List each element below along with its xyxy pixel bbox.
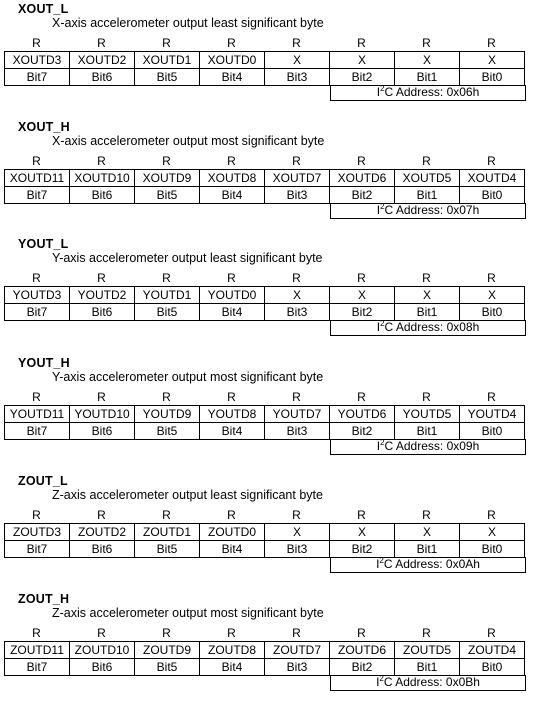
field-name-row xyxy=(5,524,525,541)
access-mode: R xyxy=(227,154,236,168)
i2c-address xyxy=(330,439,526,455)
bit-position-label: Bit6 xyxy=(70,541,135,558)
access-mode: R xyxy=(227,626,236,640)
bit-position-label: Bit2 xyxy=(330,187,395,204)
access-row xyxy=(4,271,524,285)
bit-field-name: X xyxy=(395,287,460,304)
bit-field-name: X xyxy=(330,52,395,69)
access-mode: R xyxy=(227,508,236,522)
access-mode: R xyxy=(292,36,301,50)
register-description: X-axis accelerometer output most significant byte xyxy=(52,134,325,148)
bit-field-name: YOUTD9 xyxy=(135,406,200,423)
access-mode: R xyxy=(162,271,171,285)
bit-field-name: X xyxy=(460,287,525,304)
access-mode: R xyxy=(292,154,301,168)
access-mode: R xyxy=(97,390,106,404)
field-name-row xyxy=(5,642,525,659)
bit-field-name: ZOUTD6 xyxy=(330,642,395,659)
bit-position-label: Bit7 xyxy=(5,541,70,558)
bit-position-label: Bit2 xyxy=(330,541,395,558)
bit-position-label: Bit2 xyxy=(330,659,395,676)
access-mode: R xyxy=(97,508,106,522)
register-description: X-axis accelerometer output least significant byte xyxy=(52,16,324,30)
i2c-prefix: I xyxy=(376,203,381,217)
i2c-address-value: 0x0Ah xyxy=(445,557,480,571)
bit-position-label: Bit0 xyxy=(460,304,525,321)
i2c-address-label: C Address: xyxy=(384,85,447,99)
access-row xyxy=(4,390,524,404)
access-mode: R xyxy=(487,154,496,168)
access-mode: R xyxy=(227,271,236,285)
i2c-address xyxy=(330,85,526,101)
bit-position-label: Bit4 xyxy=(200,423,265,440)
field-name-row xyxy=(5,52,525,69)
access-mode: R xyxy=(162,626,171,640)
access-mode: R xyxy=(32,390,41,404)
access-mode: R xyxy=(162,154,171,168)
bit-position-label: Bit3 xyxy=(265,69,330,86)
bit-field-name: ZOUTD7 xyxy=(265,642,330,659)
bit-field-name: ZOUTD8 xyxy=(200,642,265,659)
bit-number-row xyxy=(5,541,525,558)
bit-field-name: YOUTD5 xyxy=(395,406,460,423)
bit-position-label: Bit7 xyxy=(5,187,70,204)
bit-field-name: XOUTD4 xyxy=(460,170,525,187)
access-mode: R xyxy=(357,626,366,640)
bit-field-name: X xyxy=(330,524,395,541)
bit-field-name: ZOUTD2 xyxy=(70,524,135,541)
bit-position-label: Bit6 xyxy=(70,69,135,86)
i2c-address xyxy=(330,557,526,573)
bit-field-table xyxy=(4,405,525,440)
bit-position-label: Bit7 xyxy=(5,304,70,321)
access-row xyxy=(4,508,524,522)
access-mode: R xyxy=(162,36,171,50)
i2c-prefix: I xyxy=(376,320,381,334)
bit-position-label: Bit5 xyxy=(135,423,200,440)
bit-position-label: Bit2 xyxy=(330,304,395,321)
bit-position-label: Bit3 xyxy=(265,423,330,440)
bit-number-row xyxy=(5,423,525,440)
i2c-superscript: 2 xyxy=(379,556,384,565)
register-name: YOUT_H xyxy=(18,356,70,370)
bit-position-label: Bit6 xyxy=(70,423,135,440)
register-name: XOUT_H xyxy=(18,120,70,134)
access-mode: R xyxy=(422,390,431,404)
access-mode: R xyxy=(292,508,301,522)
bit-field-name: ZOUTD0 xyxy=(200,524,265,541)
access-mode: R xyxy=(97,626,106,640)
access-mode: R xyxy=(162,390,171,404)
bit-field-name: ZOUTD9 xyxy=(135,642,200,659)
access-mode: R xyxy=(32,626,41,640)
i2c-address-label: C Address: xyxy=(383,557,446,571)
bit-field-table xyxy=(4,286,525,321)
bit-number-row xyxy=(5,187,525,204)
register-description: Z-axis accelerometer output most significant byte xyxy=(52,606,324,620)
bit-position-label: Bit1 xyxy=(395,304,460,321)
bit-number-row xyxy=(5,304,525,321)
access-mode: R xyxy=(357,154,366,168)
bit-field-name: XOUTD0 xyxy=(200,52,265,69)
bit-position-label: Bit0 xyxy=(460,187,525,204)
i2c-address-label: C Address: xyxy=(383,675,446,689)
access-mode: R xyxy=(422,36,431,50)
bit-position-label: Bit6 xyxy=(70,304,135,321)
bit-field-name: X xyxy=(265,287,330,304)
bit-field-name: XOUTD2 xyxy=(70,52,135,69)
access-mode: R xyxy=(487,36,496,50)
access-mode: R xyxy=(487,271,496,285)
bit-field-table xyxy=(4,169,525,204)
access-mode: R xyxy=(227,390,236,404)
bit-position-label: Bit7 xyxy=(5,423,70,440)
i2c-superscript: 2 xyxy=(380,438,385,447)
i2c-address xyxy=(330,320,526,336)
access-mode: R xyxy=(97,271,106,285)
bit-position-label: Bit5 xyxy=(135,187,200,204)
access-mode: R xyxy=(357,508,366,522)
bit-field-name: YOUTD4 xyxy=(460,406,525,423)
bit-position-label: Bit0 xyxy=(460,423,525,440)
i2c-address-value: 0x08h xyxy=(446,320,480,334)
bit-field-name: YOUTD8 xyxy=(200,406,265,423)
bit-position-label: Bit5 xyxy=(135,541,200,558)
bit-field-name: X xyxy=(265,524,330,541)
access-mode: R xyxy=(32,36,41,50)
field-name-row xyxy=(5,406,525,423)
bit-position-label: Bit4 xyxy=(200,69,265,86)
bit-position-label: Bit5 xyxy=(135,304,200,321)
bit-field-name: X xyxy=(460,524,525,541)
access-mode: R xyxy=(422,271,431,285)
bit-position-label: Bit4 xyxy=(200,541,265,558)
bit-field-name: X xyxy=(395,524,460,541)
bit-position-label: Bit0 xyxy=(460,659,525,676)
access-mode: R xyxy=(292,390,301,404)
access-mode: R xyxy=(487,626,496,640)
i2c-address-label: C Address: xyxy=(384,439,447,453)
bit-field-name: ZOUTD3 xyxy=(5,524,70,541)
i2c-address-label: C Address: xyxy=(384,320,447,334)
bit-position-label: Bit7 xyxy=(5,69,70,86)
i2c-address xyxy=(330,203,526,219)
register-description: Z-axis accelerometer output least significant byte xyxy=(52,488,323,502)
bit-position-label: Bit5 xyxy=(135,69,200,86)
bit-field-name: XOUTD7 xyxy=(265,170,330,187)
bit-field-name: YOUTD11 xyxy=(5,406,70,423)
field-name-row xyxy=(5,287,525,304)
access-mode: R xyxy=(422,154,431,168)
bit-position-label: Bit1 xyxy=(395,69,460,86)
register-description: Y-axis accelerometer output least significant byte xyxy=(52,251,323,265)
bit-field-table xyxy=(4,51,525,86)
bit-number-row xyxy=(5,69,525,86)
bit-field-name: ZOUTD11 xyxy=(5,642,70,659)
i2c-address-value: 0x06h xyxy=(446,85,480,99)
bit-position-label: Bit1 xyxy=(395,541,460,558)
bit-position-label: Bit3 xyxy=(265,304,330,321)
access-mode: R xyxy=(227,36,236,50)
bit-field-name: XOUTD9 xyxy=(135,170,200,187)
bit-field-name: XOUTD8 xyxy=(200,170,265,187)
access-mode: R xyxy=(292,271,301,285)
bit-field-name: YOUTD2 xyxy=(70,287,135,304)
register-name: XOUT_L xyxy=(18,2,69,16)
bit-position-label: Bit4 xyxy=(200,659,265,676)
bit-field-name: XOUTD10 xyxy=(70,170,135,187)
bit-position-label: Bit3 xyxy=(265,659,330,676)
i2c-address-value: 0x07h xyxy=(446,203,480,217)
bit-field-name: YOUTD7 xyxy=(265,406,330,423)
access-mode: R xyxy=(32,508,41,522)
bit-field-name: ZOUTD1 xyxy=(135,524,200,541)
bit-field-name: YOUTD0 xyxy=(200,287,265,304)
i2c-superscript: 2 xyxy=(380,202,385,211)
access-mode: R xyxy=(357,36,366,50)
bit-position-label: Bit1 xyxy=(395,187,460,204)
bit-field-name: YOUTD3 xyxy=(5,287,70,304)
access-mode: R xyxy=(487,508,496,522)
bit-field-name: XOUTD3 xyxy=(5,52,70,69)
bit-field-name: ZOUTD4 xyxy=(460,642,525,659)
access-row xyxy=(4,36,524,50)
bit-field-table xyxy=(4,523,525,558)
bit-position-label: Bit0 xyxy=(460,541,525,558)
bit-position-label: Bit1 xyxy=(395,423,460,440)
access-mode: R xyxy=(162,508,171,522)
i2c-prefix: I xyxy=(376,557,380,571)
access-mode: R xyxy=(487,390,496,404)
access-mode: R xyxy=(422,508,431,522)
i2c-superscript: 2 xyxy=(380,84,385,93)
bit-field-name: XOUTD11 xyxy=(5,170,70,187)
access-mode: R xyxy=(422,626,431,640)
bit-field-name: X xyxy=(460,52,525,69)
bit-position-label: Bit5 xyxy=(135,659,200,676)
bit-position-label: Bit3 xyxy=(265,541,330,558)
bit-field-name: ZOUTD5 xyxy=(395,642,460,659)
bit-field-name: YOUTD10 xyxy=(70,406,135,423)
access-mode: R xyxy=(32,154,41,168)
access-mode: R xyxy=(357,271,366,285)
bit-number-row xyxy=(5,659,525,676)
bit-field-name: XOUTD6 xyxy=(330,170,395,187)
i2c-address-value: 0x0Bh xyxy=(445,675,480,689)
bit-position-label: Bit0 xyxy=(460,69,525,86)
field-name-row xyxy=(5,170,525,187)
bit-position-label: Bit6 xyxy=(70,659,135,676)
access-row xyxy=(4,626,524,640)
bit-position-label: Bit3 xyxy=(265,187,330,204)
bit-position-label: Bit4 xyxy=(200,187,265,204)
bit-field-table xyxy=(4,641,525,676)
i2c-prefix: I xyxy=(376,675,380,689)
bit-position-label: Bit2 xyxy=(330,423,395,440)
bit-field-name: XOUTD5 xyxy=(395,170,460,187)
i2c-superscript: 2 xyxy=(379,674,384,683)
bit-field-name: XOUTD1 xyxy=(135,52,200,69)
bit-position-label: Bit2 xyxy=(330,69,395,86)
register-name: ZOUT_H xyxy=(18,592,70,606)
bit-field-name: YOUTD6 xyxy=(330,406,395,423)
bit-field-name: X xyxy=(330,287,395,304)
access-mode: R xyxy=(97,154,106,168)
register-description: Y-axis accelerometer output most significant byte xyxy=(52,370,324,384)
bit-field-name: X xyxy=(265,52,330,69)
access-row xyxy=(4,154,524,168)
bit-position-label: Bit6 xyxy=(70,187,135,204)
i2c-prefix: I xyxy=(376,85,381,99)
access-mode: R xyxy=(32,271,41,285)
register-name: YOUT_L xyxy=(18,237,69,251)
i2c-prefix: I xyxy=(376,439,381,453)
bit-position-label: Bit7 xyxy=(5,659,70,676)
bit-position-label: Bit4 xyxy=(200,304,265,321)
bit-field-name: YOUTD1 xyxy=(135,287,200,304)
bit-field-name: ZOUTD10 xyxy=(70,642,135,659)
i2c-address xyxy=(330,675,526,691)
access-mode: R xyxy=(97,36,106,50)
access-mode: R xyxy=(292,626,301,640)
i2c-address-value: 0x09h xyxy=(446,439,480,453)
bit-field-name: X xyxy=(395,52,460,69)
i2c-address-label: C Address: xyxy=(384,203,447,217)
register-name: ZOUT_L xyxy=(18,474,68,488)
i2c-superscript: 2 xyxy=(380,319,385,328)
access-mode: R xyxy=(357,390,366,404)
bit-position-label: Bit1 xyxy=(395,659,460,676)
